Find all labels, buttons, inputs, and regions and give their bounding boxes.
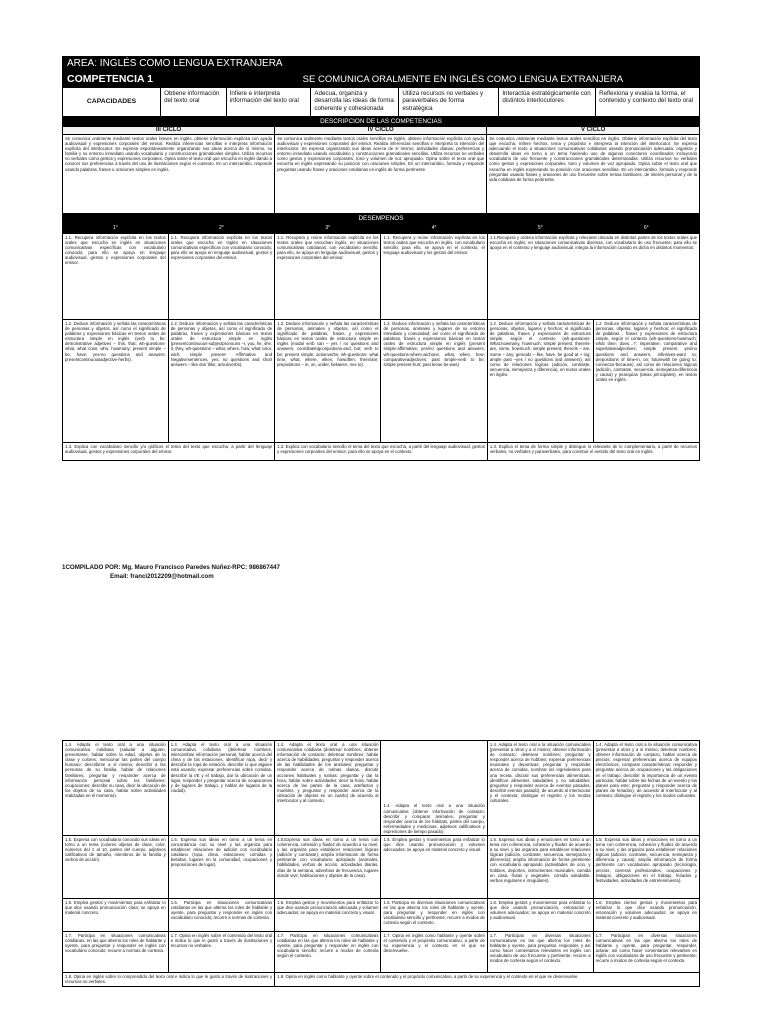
perf-1-3-g12: 1.3. Explica con vocabulario sencillo y/o gráficos el tema del texto que escucha, a partir del lenguaje audiovisual, gestos y expresiones corporales del emisor. (63, 443, 275, 461)
perf-1-7-g1: 1.7. Participa en situaciones comunicativas cotidianas, en las que alterna los roles de hablante y oyente, para preguntar y responder en inglés con vocabulario conocido; recurre a normas de cortesía. (63, 932, 169, 973)
perf-1-6-g1: 1.6. Emplea gestos y movimientos para enfatizar lo que dice usando pronunciación clara; se apoya en material concreto. (63, 899, 169, 932)
capacidades-label: CAPACIDADES (63, 88, 161, 117)
perf-1-7-g2: 1.7. Opina en inglés sobre el contenido del texto oral e indica lo que le gustó a través de ilustraciones y recursos no verbales. (168, 932, 274, 973)
grade-4-heading: 4° (381, 224, 487, 234)
perf-1-4-g1: 1.4. Adapta el texto oral a una situación comunicativa cotidiana (saludar a alguien, presentarse, hablar sobre la edad, objetos de la clase y colores; mencionar las partes del cuerpo humano; describirse a sí mismo; describir a las personas de su familia, hablar de relaciones familiares, preguntar y responder acerca de información personal sobre los familiares: ocupaciones; describir su casa, decir la ubicación de los objetos de su casa, hablar sobre actividades realizadas en el momento). (63, 741, 169, 836)
perf-1-5-g6: 1.5. Expresa sus ideas y emociones en torno a un tema con coherencia, cohesión y fluidez de acuerdo a su nivel, y las organiza para establecer relaciones lógicas (adición, contraste, secuencia, semejanza y diferencia y causa); amplía información de forma pertinente con vocabulario apropiado (tecnología, precios, carreras profesionales, ocupaciones y trabajos, obligaciones en el trabajo, feriados y festividades, actividades de entretenimiento). (593, 836, 699, 899)
cycle-v-description: Se comunica oralmente mediante textos orales sencillos en inglés. Obtiene información explícita del texto que escucha. Infiere hechos, tema y propósito e interpreta la intención del interlocutor. Se expresa adecuando el texto a situaciones comunicativas cotidianas usando pronunciación adecuada; organiza y desarrolla ideas en torno a un tema haciendo uso de algunos conectores coordinados incluyendo vocabulario de uso frecuente y construcciones gramaticales determinadas. Utiliza recursos no verbales como gestos y expresiones corporales, tono y volumen de voz apropiado. Opina sobre el texto oral que escucha en inglés expresando su posición con oraciones sencillas. En un intercambio, formula y responde preguntas usando frases y oraciones de uso frecuente sobre temas familiares, de interés personal y de la vida cotidiana de forma pertinente. (487, 135, 700, 214)
cycle-iv-description: Se comunica oralmente mediante textos orales sencillos en inglés, obtiene información explícita con ayuda audiovisual y expresiones corporales del emisor. Realiza inferencias sencillas e interpreta la intención del interlocutor. Se expresa organizando sus ideas acerca de sí mismo, actividades diarias, preferencias y entorno inmediato usando vocabulario y construcciones gramaticales sencillas. Utiliza recursos no verbales como gestos y expresiones corporales, tono y volumen de voz apropiado. Opina sobre el texto oral que escucha en inglés expresando su posición con oraciones simples. En un intercambio, formula y responde preguntas usando frases y oraciones cotidianas en inglés de forma pertinente. (275, 135, 487, 214)
perf-1-7-g5: 1.7. Participan en diversas situaciones comunicativas en las que alterna los roles de hablante y oyente, para preguntar, responder, y así como hacer comentarios relevantes en inglés con vocabulario de uso frecuente y pertinente; recurre a modos de cortesía según el contexto. (487, 932, 593, 973)
perf-1-6-g6: 1.6. Emplea ciertos gestos y movimientos para enfatizar lo que dice usando pronunciación, entonación y volumen adecuados; se apoya en material concreto y audiovisual. (593, 899, 699, 932)
perf-1-8-g36: 1.8. Opina en inglés como hablante y oyente sobre el contenido y el propósito comunicativo, a partir de su experiencia y el contexto en el que se desenvuelve. (275, 973, 700, 987)
performance-table (62, 214, 700, 461)
perf-1-1-g4: 1.1. Recupera y reúne información explícita en los textos orales que escucha en inglés, con vocabulario sencillo; para ello, se apoya en el contexto, el lenguaje audiovisual y los gestos del emisor. (381, 234, 487, 320)
perf-1-6-g3: 1.6. Emplea gestos y movimientos para enfatizar lo que dice usando pronunciación adecuada y volumen adecuados; se apoya en material concreto y visual. (275, 899, 381, 932)
capacidad-2: Infiere e interpreta información del texto oral (226, 88, 311, 117)
perf-1-2-g2: 1.2. Deduce información y señala las características de personas y objetos, así como el significado de palabras, frases y expresiones básicas en textos orales de estructura simple en inglés (presentcontinuous-subjectpronouns –I, you, he, she, it, they, wh-questions – what, where, how, what color, wich; simple present- Affirmative and Negativesentences, yes, no questions and short answers – like don´tlike; actionverbs). (168, 320, 274, 443)
competencia-title: SE COMUNICA ORALMENTE EN INGLÉS COMO LENGUA EXTRANJERA (226, 72, 699, 88)
perf-1-8-g12: 1.8. Opina en inglés sobre lo comprendido del texto oral e indica lo que le gustó a través de ilustraciones y recursos no verbales. (63, 973, 275, 987)
perf-1-5-g5: 1.5. Expresa sus ideas y emociones en torno a un tema con coherencia, cohesión y fluidez de acuerdo a su nivel, y las organiza para establecer relaciones lógicas (adición, contraste, secuencia, semejanza y diferencia); amplía información de forma pertinente con vocabulario apropiado (actividades de ocio, y hobbies, deportes, instrumentos musicales, comida en casa, frutas y vegetales, comida saludable, verbos regulares e irregulares). (487, 836, 593, 899)
perf-1-5-g2: 1.5. Expresa sus ideas en torno a un tema en concordancia con su nivel y las organiza para establecer relaciones de adición con vocabulario cotidiano (ropa, clima, estaciones, comidas y bebidas, lugares en la comunidad, ocupaciones y preposiciones de lugar). (168, 836, 274, 899)
grade-3-heading: 3° (275, 224, 381, 234)
cycle-iv-heading: IV CICLO (275, 127, 487, 135)
perf-1-1-g56: 1.1.Recupera y ordena información explícita y relevante ubicada en distintas partes de los textos orales que escucha en inglés, en situaciones comunicativas diversas, con vocabulario de uso frecuente; para ello se apoya en el contexto y lenguaje audiovisual, integra la información cuando es dicha en distintos momentos. (487, 234, 699, 320)
cycle-iii-heading: III CICLO (63, 127, 275, 135)
competencia-label: COMPETENCIA 1 (63, 72, 227, 88)
perf-1-4-g5: 1.4. Adapta el texto oral a la situación comunicativa (presentar a otros y a sí mismo; obtener información de contacto; deletrear nombres; preguntar y responder acerca de hobbies; expresar preferencias musicales y deportivas; preguntar y responder acerca de comidas, nombrar los ingredientes para una receta, discutir sus preferencias alimenticias, identificar alimentos saludables y no saludables; preguntar y responder acerca de eventos pasados, describir eventos pasado), de acuerdo al interlocutor y el contexto; distingue el registro y los modos culturales. (487, 741, 593, 836)
perf-1-2-g3: 1.2. Deduce información y señala las características de personas, animales y objetos, así como el significado de palabras, frases y expresiones básicas en textos orales de estructura simple en inglés (modal verb can – yes / no questions and answers; coordinatingconjuntions-and, but; verb to be; present simple; actionverbs; wh-questions- what time, what, where, when, howoften; there/are; prepositions – in, on, under, between, nex to). (275, 320, 381, 443)
perf-1-6-g5: 1.6. Emplea gestos y movimientos para enfatizar lo que dice usando pronunciación, entonación y volumen adecuados; se apoya en material concreto y audiovisual. (487, 899, 593, 932)
perf-1-3-g34: 1.3. Explica con vocabulario sencillo el tema del texto que escucha, a partir del lenguaje audiovisual, gestos y expresiones corporales del emisor; para ello se apoya en el contexto. (275, 443, 488, 461)
perf-1-1-g2: 1.1. Recupera información explícita en los textos orales que escucha en Inglés en situaciones comunicativas específicas con vocabulario conocido; para ello se apoya en lenguaje audiovisual, gestos y expresiones corporales del emisor. (168, 234, 274, 320)
capacidad-5: Interactúa estratégicamente con distintos interlocutores (499, 88, 596, 117)
competency-sheet-page-1 (62, 56, 700, 461)
perf-1-2-g4: 1.2. Deduce información y señala las características de personas, animales y lugares de su entorno inmediato y comunidad; así como el significado de palabras, frases y expresiones básicas en textos orales de estructura simple en inglés (present simple-affirmative, yes/no questions and answers; wh-questions-where,wichone, what, when, how; comparativeadjectives; past simple-verb to be; simple present-hurt; past tense be-was) (381, 320, 487, 443)
grade-2-heading: 2° (168, 224, 274, 234)
capacidad-1: Obtiene información del texto oral (161, 88, 227, 117)
description-table (62, 117, 700, 214)
capacidad-4: Utiliza recursos no verbales y paraverbales de forma estratégica (399, 88, 499, 117)
area-title: AREA: INGLÉS COMO LENGUA EXTRANJERA (63, 57, 700, 72)
cycle-v-heading: V CICLO (487, 127, 700, 135)
desempenos-band: DESEMPEÑOS (63, 215, 700, 224)
competency-sheet-page-2 (62, 740, 700, 987)
perf-1-5-g4: 1.5. Emplea gestos y movimientos para enfatizar lo que dice usando pronunciación y volumen adecuados; se apoya en material concreto y visual. (381, 836, 487, 899)
perf-1-5-g3: 1.5.Expresa sus ideas en torno a un tema con coherencia, cohesión y fluidez de acuerdo a su nivel, y las organiza para establecer relaciones lógicas (adición y contraste); amplía información de forma pertinente con vocabulario apropiado (animales, habilidades, verbos de acción, actividades diarias, días de la semana, adverbios de frecuencia, lugares donde vivir, habitaciones y objetos de la casa). (275, 836, 381, 899)
cycle-iii-description: Se comunica oralmente mediante textos orales breves en inglés, obtiene información explícita con ayuda audiovisual y expresiones corporales del emisor. Realiza inferencias sencillas e interpreta información explícita del interlocutor. Se expresa espontáneamente organizando sus ideas acerca de sí mismo, su familia y su entorno inmediato usando vocabulario y construcciones gramaticales simples. Utiliza recursos no verbales como gestos y expresiones corporales. Opina sobre el texto oral que escucha en inglés dando a conocer sus preferencias a través del uso de ilustraciones según el contexto. En un intercambio, responde usando palabras, frases u oraciones simples en inglés. (63, 135, 275, 214)
perf-1-4-g3: 1.4. Adapta el texto oral a una situación comunicativa cotidiana (deletrear nombres; obtener información de contacto; deletrear nombres; hablar acerca de habilidades, preguntar y responder acerca de las habilidades de los animales; preguntar y responder acerca de rutinas diarias, discutir acciones habituales y rutinas: preguntar y dar la hora, hablar sobre actividades; decir la hora, hablar acerca de las partes de la casa, artefactos y muebles, y preguntar y responder acerca de la ubicación de objetos en un cuarto) de acuerdo al interlocutor y al contexto. (275, 741, 381, 836)
perf-1-3-g56: 1.3. Explica el tema de forma simple y distingue lo relevante de lo complementario, a partir de recursos verbales, no verbales y paraverbales, para construir el sentido del texto oral en inglés. (487, 443, 699, 461)
compiler-email: Email: franci2012209@hotmail.com (110, 573, 214, 580)
performance-table-continued (62, 740, 700, 987)
descripcion-band: DESCRIPCIÓN DE LAS COMPETENCIAS (63, 118, 700, 127)
grade-5-heading: 5° (487, 224, 593, 234)
perf-1-1-g3: 1.1. Recupera y reúne información explícita en los textos orales que escuchan inglés, en situaciones comunicativas cotidianas, con vocabulario sencillo; para ello, se apoya en lenguaje audiovisual, gestos y expresiones corporales del emisor. (275, 234, 381, 320)
capacidad-3: Adecua, organiza y desarrolla las ideas de forma coherente y cohesionada (311, 88, 399, 117)
perf-1-2-g1: 1.2. Deduce información y señala las características de personas y objetos, así como el significado de palabras y expresiones básicas en textos orales de estructura simple en inglés (verb to be; demonstrative adjetives – this, that; wh-questions-what, what color, who, howmany; present simple –be, have; yes-no questions and answers; presentcontinuousadjective-herbs). (63, 320, 169, 443)
grade-6-heading: 6° (593, 224, 699, 234)
perf-1-6-g2: 1.6. Participa en situaciones comunicativas cotidianas en las que alterna los roles de hablante y oyente, para preguntar y responder en inglés con vocabulario conocido; recurre a normas de cortesía. (168, 899, 274, 932)
compiler-credit: 1COMPILADO POR: Mg. Mauro Francisco Paredes Núñez-RPC: 986867447 (62, 564, 280, 571)
perf-1-7-g4: 1.7. Opina en inglés como hablante y oyente sobre el contenido y el propósito comunicativo, a partir de su experiencia y el contexto en el que se desenvuelve. (381, 932, 487, 973)
competency-table (62, 56, 700, 117)
capacidad-6: Reflexiona y evalúa la forma, el contenido y contexto del texto oral (596, 88, 700, 117)
perf-1-4-g2: 1.4. Adapta el texto oral a una situación comunicativa cotidiana (deletrear nombres, intercambiar información personal, hablar acerca del clima y de las estaciones, identificar ropa, decir y describir la ropa de estación, describir lo que alguien está usando; expresar preferencias sobre comidas, describir la I/E y el trabajo, dar la ubicación de un lugar, responder y preguntar acerca de ocupaciones y de lugares de trabajo, y hablar de lugares de la ciudad). (168, 741, 274, 836)
perf-1-4-g6: 1.4. Adapta el texto oral a la situación comunicativa (presentar a otros y a sí mismo; deletrear nombres; obtener información de contacto, hablar acerca de precios; expresar preferencias acerca de equipos electrónicos, comparar características; responder y preguntar acerca de ocupaciones y las obligaciones en el trabajo; describir la importancia de un evento particular, hablar sobre las fechas de un evento y los planes para este; preguntar y responder acerca de planes de feriados), de acuerdo al interlocutor y al contexto; distingue el registro y los modos culturales. (593, 741, 699, 836)
grade-1-heading: 1° (63, 224, 169, 234)
perf-1-2-g6: 1.2. Deduce información y señala características de personas, objetos, lugares y hechos; el significado de palabras , frases y expresiones de estructura simple, según el contexto (wh-questions-howmuch; what time; does…?; imperative; comparative and superlativeadjectives; simple present yes/no questions and answers; infinitives-want to; prepositions of time-in, on; futurewith be going to; connector-because), así como de relaciones lógicas (adición, contraste, secuencia, semejanza-diferencia y causa) y jerarquías (ideas principales), en textos orales en inglés. (593, 320, 699, 443)
perf-1-7-g6: 1.7. Participan en diversas situaciones comunicativas en las que alterna los roles de hablante y oyente, para preguntar, responder, aclarar, así como hacer comentarios relevantes en inglés con vocabulario de uso frecuente y pertinente; recurre a modos de cortesía según el contexto. (593, 932, 699, 973)
perf-1-5-g1: 1.5. Expresa con vocabulario conocido sus ideas en torno a un tema (colores objetos de clase, color, números del 1 al 10, partes del cuerpo, adjetivos calificativos de tamaño, miembros de la familia y verbos de acción). (63, 836, 169, 899)
compiler-footer (62, 563, 280, 581)
perf-1-2-g5: 1.2. Deduce información y señala características de personas, objetos, lugares y hechos; el significado de palabras, frases y expresiones de estructura simple, según el contexto (wh-questions-What,howmany, howmuch; simple present; there/is-are, some, howmuch; simple present, there/is – are. Some – any; gerunds – like, have, be good at + ing; ample past –yes / no questions and answers), así como de relaciones lógicas (adición, contraste, secuencia, semejanza y diferencia), en textos orales en inglés. (487, 320, 593, 443)
perf-1-4-g4: 1.4. Adapta el texto oral a una situación comunicativa (obtener información de contacto; describir y comparar animales, preguntar y responder acerca de los hábitats, partes del cuerpo, enfermedades y medicinas, adjetivos calificativos y expresiones de tiempo pasado). (381, 741, 487, 836)
perf-1-6-g4: 1.6. Participa en diversas situaciones comunicativas en las que alterna los roles de hablante y oyente, para preguntar y responder en inglés con vocabulario sencillo y pertinente; recurre a modos de cortesía según el contexto. (381, 899, 487, 932)
perf-1-1-g1: 1.1. Recupera información explícita en los textos orales que escucha en inglés en situaciones comunicativas específicas con vocabulario conocido; para ello se apoya en lenguaje audiovisual, gestos y expresiones corporales del emisor. (63, 234, 169, 320)
perf-1-7-g3: 1.7. Participa en situaciones comunicativas cotidianas en las que alterna los roles de hablante y oyente, para preguntar y responder en inglés con vocabulario sencillo; recurre a modos de cortesía según el contexto. (275, 932, 381, 973)
